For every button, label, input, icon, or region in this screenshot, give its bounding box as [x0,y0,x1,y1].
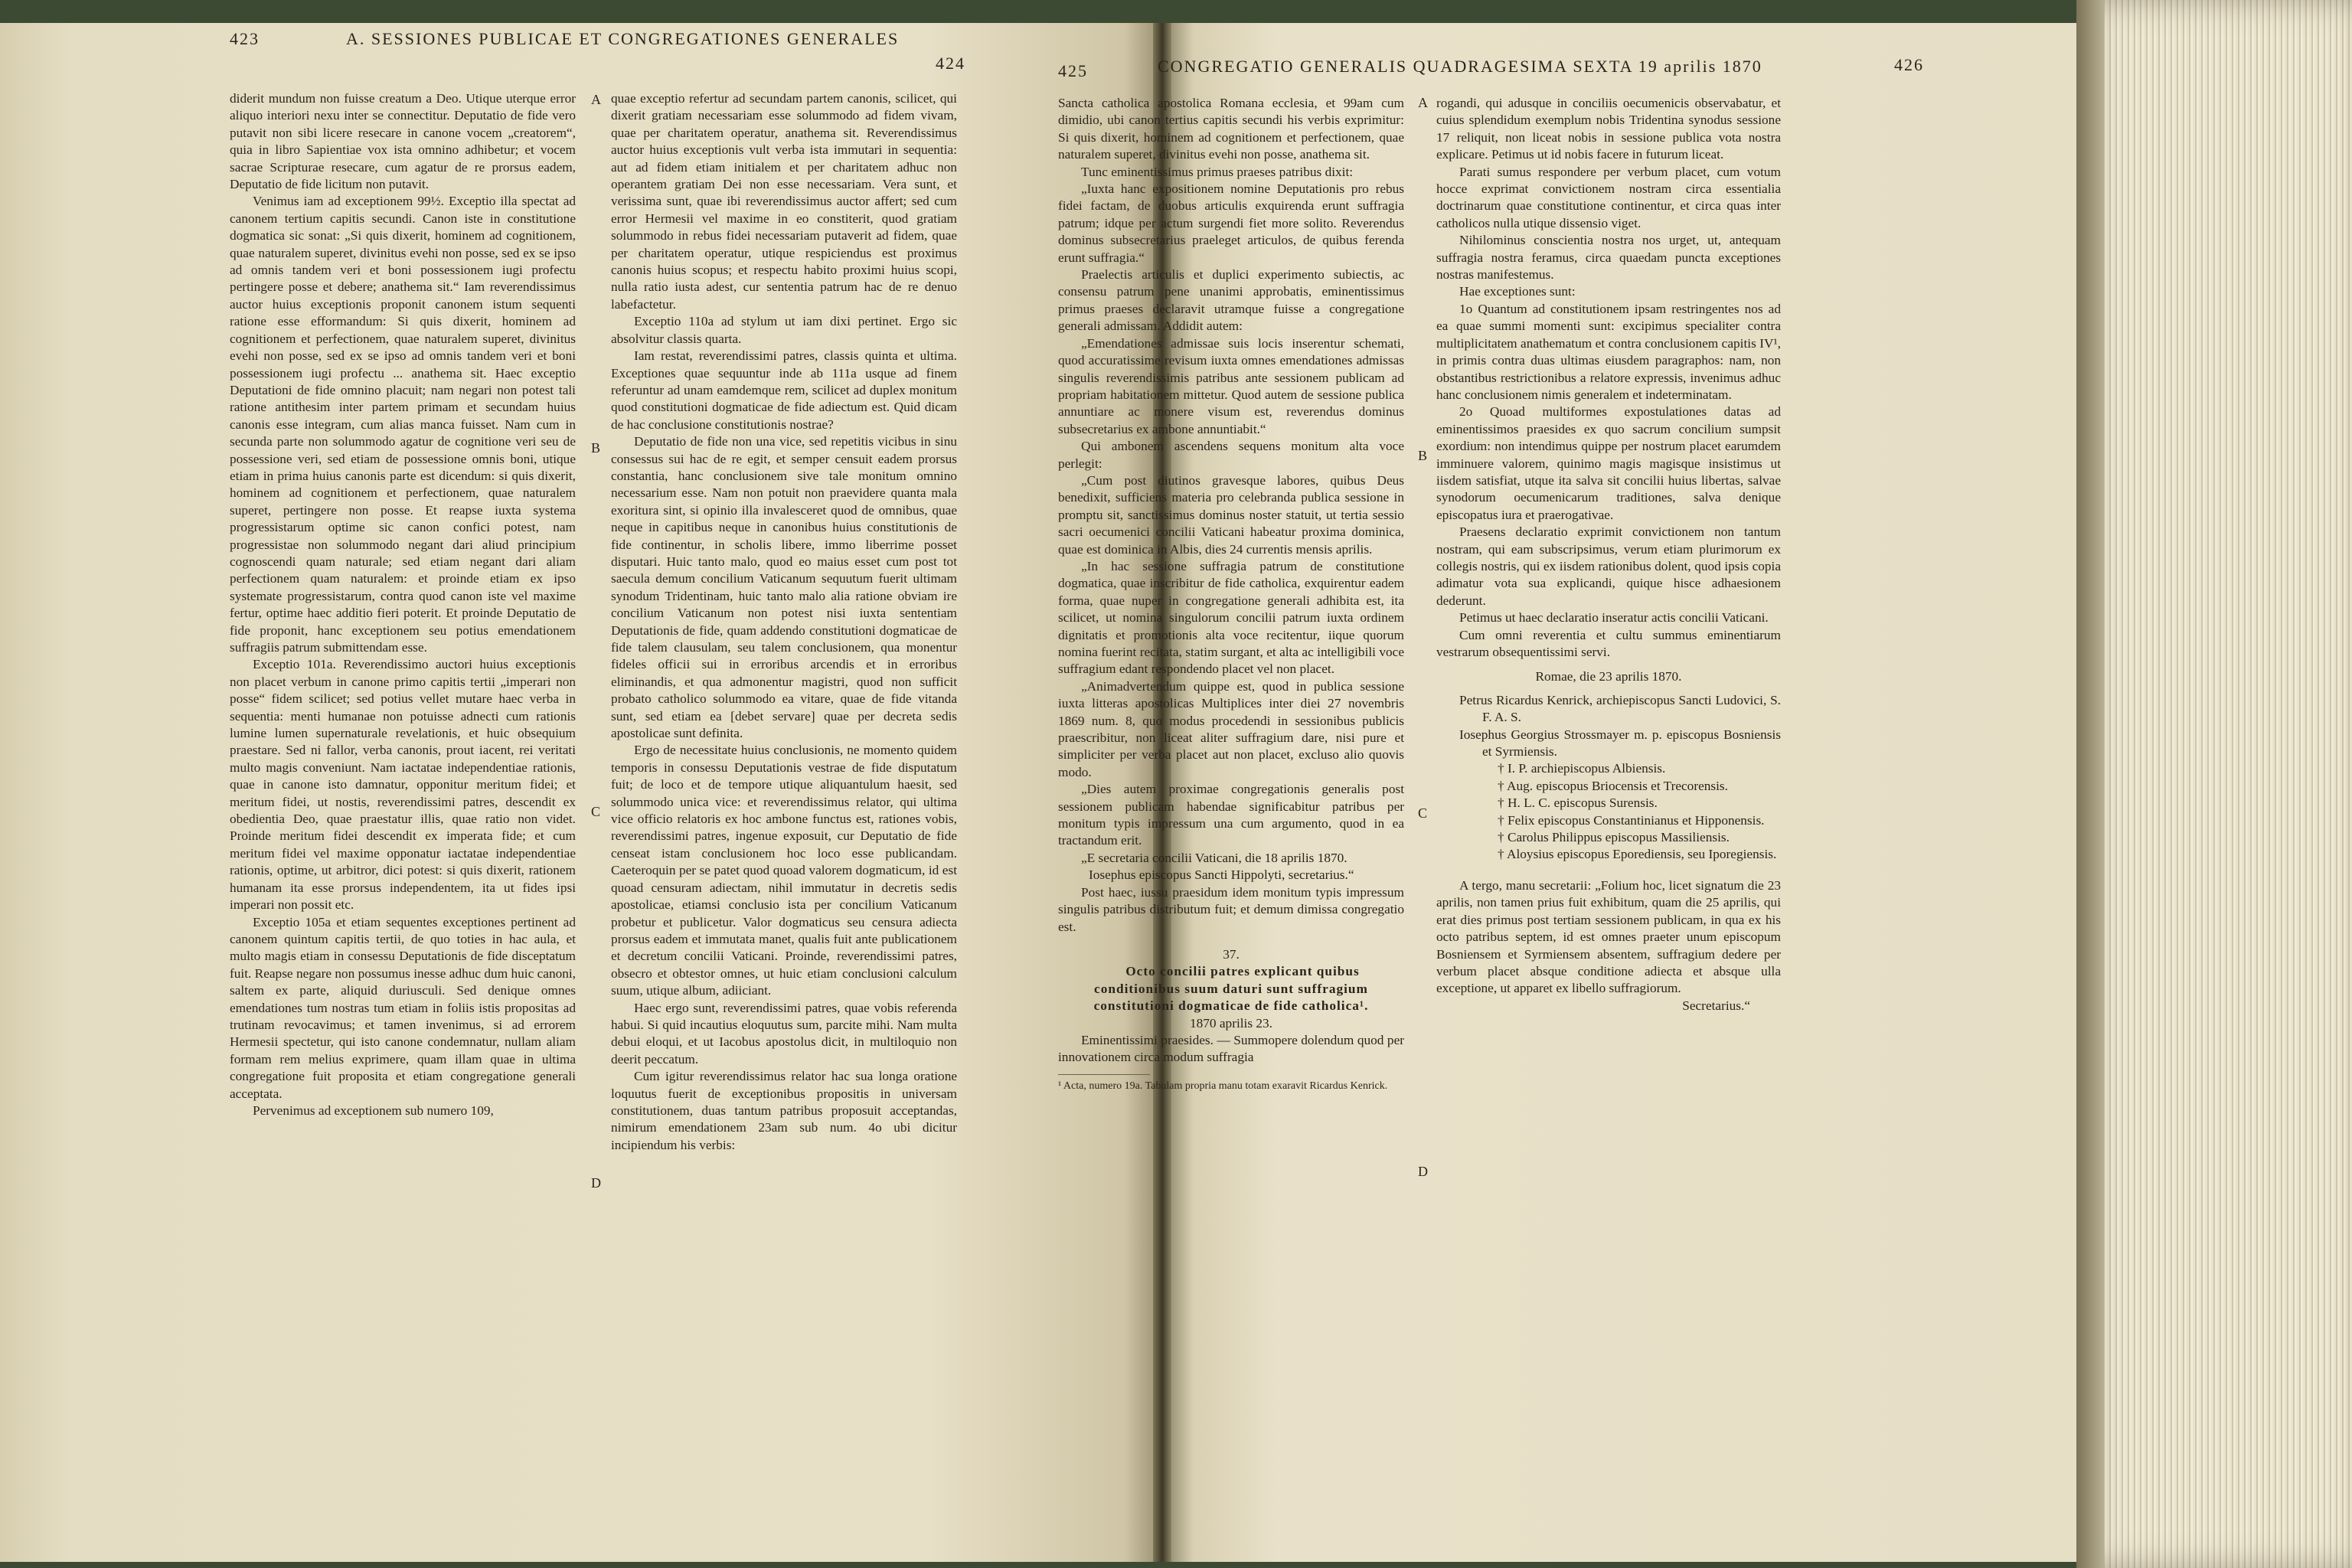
paragraph: Ergo de necessitate huius conclusionis, ne momento quidem temporis in consessu Deputationis vestrae de fide disputatum fuit; de loco et de tempore utique aliquantulum haesit, sed solummodo unica vice: et reverendissimus relator, qui ultima vice officio relatoris ex hoc ambone functus est, rationes vobis, reverendissimi patres, ingenue exposuit, cur Deputatio de fide censeat istam conclusionem hoc loco esse publicandam. Caeteroquin per se patet quod quoad valorem dogmaticum, id est quoad censuram adiectam, nihil immutatur in decretis sedis apostolicae, etiamsi conclusio ista per concilium Vaticanum probetur et publicetur. Valor dogmaticus seu censura adiecta prorsus eadem et immutata manet, qualis fuit ante publicationem et decretum concilii Vaticani. Proinde, reverendissimi patres, obsecro et obtestor omnes, ut huic etiam conclusioni calculum suum, utique album, adiiciant. [611,743,957,998]
postscript-signature: Secretarius.“ [1682,998,1750,1013]
paragraph: Haec ergo sunt, reverendissimi patres, quae vobis referenda habui. Si quid incautius eloquutus sum, parcite mihi. Nam multa debui eloqui, et ut Iacobus apostolus dicit, in multiloquio non deerit peccatum. [611,1000,957,1067]
paragraph: Petimus ut haec declaratio inseratur actis concilii Vaticani. [1459,610,1769,626]
signatory: Petrus Ricardus Kenrick, archiepiscopus Sancti Ludovici, S. F. A. S. [1459,692,1781,725]
footnote: ¹ Acta, numero 19a. Tabulam propria manu totam exaravit Ricardus Kenrick. [1058,1080,1388,1092]
left-page-number-a: 423 [230,29,260,48]
paragraph: Cum omni reverentia et cultu summus eminentiarum vestrarum obsequentissimi servi. [1436,627,1781,659]
paragraph: „Cum post diutinos gravesque labores, quibus Deus benedixit, sufficiens materia pro celebranda publica sessione in promptu sit, sanctissimus dominus noster statuit, ut tertia sessio sacri oecumenici concilii Vaticani habeatur proxima dominica, quae est dominica in Albis, dies 24 currentis mensis aprilis. [1058,472,1404,557]
paragraph: quae exceptio refertur ad secundam partem canonis, scilicet, qui dixerit gratiam necessariam esse solummodo ad fidem vivam, quae per charitatem operatur, anathema sit. Reverendissimus auctor huius exceptionis vult verba ista immutari in sequentia: aut ad fidem etiam initialem et per charitatem adhuc non operantem gratiam Dei non esse necessariam. Vera sunt, et verissima sunt, quae ibi reverendissimus auctor affert; sed cum error Hermesii vel maxime in eo constiterit, quod gratiam solummodo in rebus fidei necessariam putaverit ad fidem, quae per charitatem operatur, utique respiciendus est proximus canonis huius scopus; et respectu habito proximi huius scopi, nulla ratio iusta adest, cur sententia patrum hac de re denuo labefactetur. [611,91,957,312]
page-edges [2076,0,2352,1568]
signatory: † Carolus Philippus episcopus Massiliensis. [1498,830,1730,845]
section-date: 1870 aprilis 23. [1190,1015,1272,1031]
margin-letter-a-right: A [1418,95,1428,110]
right-page-number-a: 425 [1058,61,1088,80]
section-opening: Eminentissimi praesides. — Summopere dolendum quod per innovationem circa modum suffragia [1058,1032,1404,1065]
right-column-2 [1436,95,1781,1488]
paragraph: Pervenimus ad exceptionem sub numero 109, [253,1102,494,1118]
margin-letter-c-right: C [1418,805,1428,821]
paragraph: Exceptio 110a ad stylum ut iam dixi pertinet. Ergo sic absolvitur classis quarta. [611,314,957,346]
paragraph: Cum igitur reverendissimus relator hac sua longa oratione loquutus fuerit de exceptionibus propositis in universam constitutionem, duas tantum patribus proposuit acceptandas, nimirum emendationem 23am sub num. 4o ubi dicitur incipiendum his verbis: [611,1069,957,1152]
paragraph: Hae exceptiones sunt: [1459,284,1576,299]
paragraph: Sancta catholica apostolica Romana ecclesia, et 99am cum dimidio, ubi canon tertius capitis secundi his verbis exprimitur: Si quis dixerit, hominem ad cognitionem et perfectionem, quae naturalem superet, divinitus evehi non posse, anathema sit. [1058,96,1404,162]
paragraph: Nihilominus conscientia nostra nos urget, ut, antequam suffragia nostra feramus, circa quaedam puncta exceptiones nostras manifestemus. [1436,233,1781,283]
section-title: Octo concilii patres explicant quibus conditionibus suum daturi sunt suffragium constitutioni dogmaticae de fide catholica¹. [1093,964,1369,1014]
signatory: † H. L. C. episcopus Surensis. [1498,795,1658,811]
place-date: Romae, die 23 aprilis 1870. [1535,669,1682,684]
left-page-number-b: 424 [936,54,965,73]
paragraph: Venimus iam ad exceptionem 99½. Exceptio illa spectat ad canonem tertium capitis secundi. Canon iste in constitutione dogmatica sic sonat: „Si quis dixerit, hominem ad cognitionem, quae naturalem superet, divinitus evehi non posse, sed ex se ipso ad omnis tandem veri et boni possessionem iugi profectu pertingere posse et debere; anathema sit.“ Iam reverendissimus auctor huius exceptionis proponit canonem istum sequenti ratione esse efformandum: Si quis dixerit, hominem ad cognitionem et perfectionem, quae naturalem superet, divinitus evehi non posse, sed ex se ipso ad omnis tandem veri et boni possessionem iugi profectu ... anathema sit. Haec exceptio Deputationi de fide omnino placuit; nam negari non potest tali ratione antithesim inter partem primam et secundam huius canonis esse integram, cum alias manca fuisset. Nam cum in secunda parte non solummodo agatur de cognitione veri seu de possessione veri, sed etiam de possessione omnis boni, utique etiam in prima huius canonis parte est dicendum: si quis dixerit, hominem ad cognitionem et perfectionem, quae naturalem superet, pertingere non posse. Et reapse iuxta systema progressistarum optime sic canon confici potest, nam progressistae non solummodo negant dari aliud principium cognoscendi quam naturale; sed etiam negant dari aliam perfectionem quam naturalem: et proinde etiam ex ipso systemate progressistarum, contra quod canon iste vel maxime fertur, optime haec additio fieri poterit. Et proinde Deputatio de fide proponit, hanc exceptionem seu potius emendationem suffragiis patrum submittendam esse. [230,194,576,655]
signatory: Iosephus Georgius Strossmayer m. p. episcopus Bosniensis et Syrmiensis. [1459,727,1781,760]
paragraph: 1o Quantum ad constitutionem ipsam restringentes nos ad ea quae summi momenti sunt: excipimus specialiter contra multiplicitatem anathematum et contra conclusionem capitis IV¹, in primis contra duas ultimas eiusdem paragraphos: nam, non obstantibus restrictionibus a relatore expressis, invenimus adhuc hanc conclusionem nimis generalem et indeterminatam. [1436,301,1781,402]
paragraph: „Iuxta hanc expositionem nomine Deputationis pro rebus fidei factam, de duobus articulis exquirenda erunt suffragia patrum; idque per actum surgendi fiet more solito. Reverendus dominus subsecretarius praeleget articulos, de quibus ferenda erunt suffragia.“ [1058,181,1404,265]
paragraph: 2o Quoad multiformes expostulationes datas ad eminentissimos praesides ex quo sacrum concilium sumpsit exordium: non intendimus quippe per nostrum placet earumdem imminuere valorem, quinimo magis magisque insistimus ut iisdem satisfiat, utque ita salva sit concilii huius libertas, salvae synodorum oecumenicarum traditiones, salva denique episcopatus iura et praerogativae. [1436,404,1781,522]
signatory: † Aloysius episcopus Eporediensis, seu Iporegiensis. [1498,847,1777,862]
secretary-signature: Iosephus episcopus Sancti Hippolyti, secretarius.“ [1089,867,1354,883]
paragraph: „E secretaria concilii Vaticani, die 18 aprilis 1870. [1081,850,1348,865]
left-column-2 [611,90,957,1530]
paragraph: Exceptio 105a et etiam sequentes exceptiones pertinent ad canonem quintum capitis tertii, de quo toties in hac aula, et multo magis etiam in consessu Deputationis de fide disceptatum fuit. Reapse negare non possumus inesse adhuc dum huic canoni, saltem ex parte, aliquid duriusculi. Sed denique omnes emendationes tum nostras tum etiam in foliis istis propositas ad trutinam revocavimus; et tamen invenimus, si ad errorem Hermesii spectetur, qui isto canone condemnatur, nullam aliam formam rem melius exprimere, quam illam quae in ultima congregatione fuit proposita et etiam congregatione generali acceptata. [230,914,576,1101]
paragraph: „Emendationes admissae suis locis inserentur schemati, quod accuratissime revisum iuxta omnes emendationes admissas singulis reverendissimis patribus ante sessionem publicam ad propriam habitationem mittetur. Quod autem de sessione publica annuntiare ac monere visum est, reverendus dominus subsecretarius ex ambone annuntiabit.“ [1058,335,1404,436]
margin-letter-a-left: A [591,92,601,107]
right-column-1 [1058,95,1404,1488]
paragraph: Exceptio 101a. Reverendissimo auctori huius exceptionis non placet verbum in canone primo capitis tertii „imperari non posse“ fidem scilicet; sed potius vellet mutare haec verba in sequentia: menti humanae non potuisse adnecti cum rationis lumine lumen supernaturale revelationis, et huic obsequium praestare. Sed ni fallor, verba canonis, prout iacent, rei veritati multo magis conveniunt. Nam iactatae independentiae rationis, quae in canone isto damnatur, opponitur meritum fidei; et meritum fidei, ut nostis, reverendissimi patres, descendit ex obedientia Deo, quae praestatur illis, quae ratio non videt. Proinde meritum fidei descendit ex imperata fide; et cum meritum fidei vel maxime opponatur iactatae independentiae rationis, optime, ut arbitror, dici potest: si quis dixerit, rationem humanam ita esse prorsus independentem, ita ut fides ipsi imperari non possit etc. [230,657,576,913]
signatory: † Aug. episcopus Briocensis et Trecorensis. [1498,778,1728,793]
margin-letter-b-right: B [1418,448,1428,463]
footnote-rule [1058,1074,1150,1075]
paragraph: Deputatio de fide non una vice, sed repetitis vicibus in sinu consessus sui hac de re egit, et semper censuit eadem prorsus constantia, hanc conclusionem sive tale monitum omnino necessarium esse. Nam non potuit non praevidere quanta mala exoritura sint, si opinio illa invalesceret quod de omnibus, quae neque in capitibus neque in canonibus huius constitutionis de fide continentur, in scholis libere, immo liberrime posset disputari. Huic tanto malo, quod eo maius esset cum post tot saecula demum concilium Vaticanum sequutum fuerit ultimam synodum Tridentinam, huic tanto malo alia ratione obviam ire concilium Vaticanum non potest nisi iuxta sententiam Deputationis de fide, quam addendo constitutioni dogmaticae de fide talem clausulam, seu talem conclusionem, qua monentur fideles officii sui in erroribus arcendis et in erroribus eliminandis, et qua admonentur magistri, quod non sufficit probato catholico solummodo ea vitare, quae de fide vitanda sunt, sed etiam ea [debet servare] quae per decreta sedis apostolicae sunt definita. [611,434,957,741]
left-page [0,23,1159,1562]
dismissal-paragraph: Post haec, iussu praesidum idem monitum typis impressum singulis patribus distributum fuit; et demum dimissa congregatio est. [1058,884,1404,934]
left-running-head: A. SESSIONES PUBLICAE ET CONGREGATIONES GENERALES [346,29,900,48]
paragraph: Praesens declaratio exprimit convictionem non tantum nostram, qui eam subscripsimus, verum etiam plurimorum ex collegis nostris, qui ex iisdem rationibus dolent, quod ipsis copia adimatur vota sua explicandi, quique hisce adhaesionem dederunt. [1436,524,1781,608]
signatory: † I. P. archiepiscopus Albiensis. [1498,761,1666,776]
right-running-head: CONGREGATIO GENERALIS QUADRAGESIMA SEXTA 19 aprilis 1870 [1158,57,1762,76]
section-number: 37. [1223,946,1240,962]
paragraph: Parati sumus respondere per verbum placet, cum votum hocce exprimat convictionem nostram circa essentialia doctrinarum quae constitutione continentur, et circa quas inter catholicos nulla utique dissensio viget. [1436,164,1781,230]
paragraph: „In hac sessione suffragia patrum de constitutione dogmatica, quae inscribitur de fide catholica, exquirentur eadem forma, quae nuper in congregatione generali adhibita est, ita scilicet, ut nomina singulorum concilii patrum iuxta ordinem dignitatis et promotionis alta voce recitentur, iique quorum nomina fuerint recitata, statim surgant, et alta ac intelligibili voce suffragium edant respondendo placet vel non placet. [1058,558,1404,677]
left-column-1 [230,90,576,1530]
margin-letter-c-left: C [591,804,601,819]
page-edges-shadow [2076,0,2104,1568]
paragraph: Qui ambonem ascendens sequens monitum alta voce perlegit: [1058,439,1404,471]
paragraph: diderit mundum non fuisse creatum a Deo. Utique uterque error aliquo interiori nexu inter se connectitur. Deputatio de fide vero putavit non sibi licere resecare in canone vocem „creatorem“, quia in libro Sapientiae vox ista omnino adhibetur; et vocem sacrae Scripturae resecare, cum agatur de re prorsus eadem, Deputatio de fide licitum non putavit. [230,91,576,192]
paragraph: Praelectis articulis et duplici experimento subiectis, ac consensu patrum pene unanimi approbatis, eminentissimus primus praeses declaravit utramque fuisse a congregatione generali admissam. Addidit autem: [1058,267,1404,334]
paragraph: Tunc eminentissimus primus praeses patribus dixit: [1081,164,1354,179]
margin-letter-d-left: D [591,1175,601,1191]
paragraph: Iam restat, reverendissimi patres, classis quinta et ultima. Exceptiones quae sequuntur inde ab 111a usque ad finem referuntur ad unam eamdemque rem, scilicet ad duplex monitum quod constitutioni dogmaticae de fide adiectum est. Quid dicam de hac conclusione constitutionis nostrae? [611,348,957,432]
margin-letter-b-left: B [591,440,601,456]
signatory: † Felix episcopus Constantinianus et Hipponensis. [1498,812,1765,828]
paragraph: „Dies autem proximae congregationis generalis post sessionem publicam habendae significabitur patribus per monitum typis impressum una cum argumento, quod in ea tractandum erit. [1058,782,1404,848]
postscript: A tergo, manu secretarii: „Folium hoc, licet signatum die 23 aprilis, non tamen prius fuit exhibitum, quam die 25 aprilis, qui erat dies primus post tertiam sessionem publicam, in qua ex his octo patribus septem, id est omnes praeter unum episcopum Bosniensem et Syrmiensem absentem, suffragium dedere per verbum placet absque conditione adiecta et absque ulla exceptione, ut apparet ex libello suffragiorum. [1436,877,1781,996]
paragraph: rogandi, qui adusque in conciliis oecumenicis observabatur, et cuius splendidum exemplum nobis Tridentina synodus sessione 17 reliquit, non liceat nobis in sessione publica vota nostra explicare. Petimus ut id nobis facere in futurum liceat. [1436,96,1781,162]
margin-letter-d-right: D [1418,1164,1428,1179]
right-page-number-b: 426 [1894,55,1924,74]
paragraph: „Animadvertendum quippe est, quod in publica sessione iuxta litteras apostolicas Multiplices inter diei 27 novembris 1869 num. 8, quo modus procedendi in sessionibus publicis praescribitur, non liceat aliter suffragium dare, nisi pure et simpliciter per verba placet aut non placet, excluso alio quovis modo. [1058,678,1404,779]
